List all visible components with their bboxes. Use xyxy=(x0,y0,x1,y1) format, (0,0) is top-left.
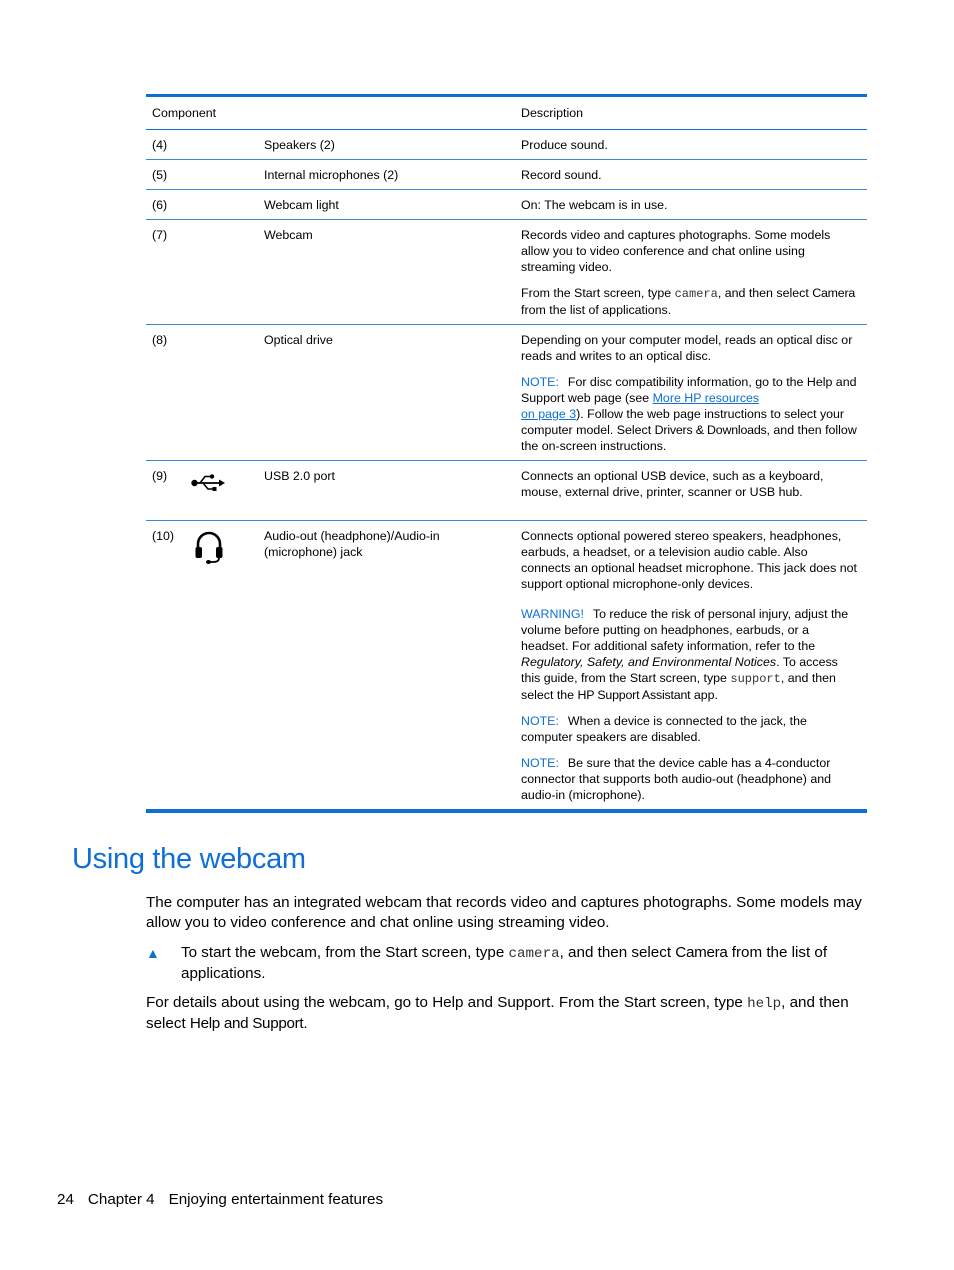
chapter-number: Chapter 4 xyxy=(87,1191,155,1208)
table-row xyxy=(146,190,867,220)
code-support: support xyxy=(730,672,781,686)
text-run: , and then follow the on-screen instructions. xyxy=(521,423,857,453)
text-run: To start the webcam, from the Start screen, type xyxy=(181,944,509,961)
row-icon-cell xyxy=(186,325,258,461)
table-row xyxy=(146,130,867,160)
row-icon-cell xyxy=(186,190,258,220)
row-description xyxy=(515,521,867,810)
desc-paragraph xyxy=(521,285,859,318)
ui-label-camera: Camera xyxy=(675,944,728,961)
row-number: (7) xyxy=(146,220,186,325)
row-component: Speakers (2) xyxy=(258,130,515,160)
component-table xyxy=(146,94,867,813)
text-run: from the list of applications. xyxy=(181,944,828,982)
text-run: . xyxy=(303,1015,308,1032)
chapter-title: Enjoying entertainment features xyxy=(168,1191,384,1208)
text-run: , and then select xyxy=(717,286,813,300)
text-run: , and then select xyxy=(559,944,676,961)
row-description xyxy=(515,220,867,325)
table-row xyxy=(146,160,867,190)
page-footer xyxy=(57,1191,397,1208)
row-component: USB 2.0 port xyxy=(258,461,515,521)
row-description: Produce sound. xyxy=(515,130,867,160)
desc-paragraph: Records video and captures photographs. Some models allow you to video conference and chat online using streaming video. xyxy=(521,228,831,274)
page-number: 24 xyxy=(57,1191,74,1208)
ui-label-help-and-support: Help and Support xyxy=(189,1015,304,1032)
row-icon-cell xyxy=(186,130,258,160)
row-component: Webcam xyxy=(258,220,515,325)
row-icon-cell xyxy=(186,521,258,810)
note xyxy=(521,374,859,454)
desc-paragraph: Depending on your computer model, reads an optical disc or reads and writes to an optical disc. xyxy=(521,333,853,363)
note-label: NOTE: xyxy=(521,375,559,389)
note xyxy=(521,755,859,803)
text-run: app. xyxy=(690,688,718,702)
row-component: Audio-out (headphone)/Audio-in (microphone) jack xyxy=(264,529,440,559)
bullet-text xyxy=(181,943,870,984)
row-component: Optical drive xyxy=(258,325,515,461)
row-number: (4) xyxy=(146,130,186,160)
header-component: Component xyxy=(146,97,515,130)
note-label: NOTE: xyxy=(521,756,559,770)
headset-icon xyxy=(193,529,225,565)
table-header-row xyxy=(146,97,867,130)
warning-label: WARNING! xyxy=(521,607,584,621)
ui-label-camera: Camera xyxy=(812,286,856,300)
intro-paragraph: The computer has an integrated webcam that records video and captures photographs. Some models may allow you to video conference and chat online using streaming video. xyxy=(146,894,862,931)
code-camera: camera xyxy=(674,287,718,301)
bullet-step xyxy=(146,943,870,984)
row-component: Webcam light xyxy=(258,190,515,220)
note xyxy=(521,713,859,745)
header-description: Description xyxy=(515,97,867,130)
text-run: To reduce the risk of personal injury, adjust the volume before putting on headphones, earbuds, or a headset. For additional safety information, refer to the xyxy=(521,607,849,653)
text-run: For details about using the webcam, go to Help and Support. From the Start screen, type xyxy=(146,994,748,1011)
usb-icon xyxy=(190,473,226,493)
row-number: (9) xyxy=(146,461,186,521)
text-run: Be sure that the device cable has a 4-conductor connector that supports both audio-out (headphone) and audio-in (microphone). xyxy=(521,756,832,802)
row-icon-cell xyxy=(186,220,258,325)
text-run: ). Follow the web page instructions to select your computer model. Select xyxy=(521,407,845,437)
row-description xyxy=(515,325,867,461)
document-title: Regulatory, Safety, and Environmental Notices xyxy=(521,655,777,669)
table-bottom-rule xyxy=(146,809,867,813)
row-icon-cell xyxy=(186,461,258,521)
text-run: . To access this guide, from the Start screen, type xyxy=(521,655,838,685)
section-title: Using the webcam xyxy=(72,843,306,875)
text-run: , and then select the xyxy=(521,671,836,702)
warning xyxy=(521,606,859,703)
code-help: help xyxy=(747,996,782,1012)
row-number: (10) xyxy=(152,529,175,543)
row-description: On: The webcam is in use. xyxy=(515,190,867,220)
text-run: When a device is connected to the jack, the computer speakers are disabled. xyxy=(521,714,807,744)
code-camera: camera xyxy=(508,946,560,962)
link-on-page-3[interactable]: on page 3 xyxy=(521,407,577,421)
link-more-hp-resources[interactable]: More HP resources xyxy=(652,391,760,405)
table-row xyxy=(146,521,867,810)
row-icon-cell xyxy=(186,160,258,190)
row-number: (6) xyxy=(146,190,186,220)
desc-paragraph: Connects optional powered stereo speakers, headphones, earbuds, a headset, or a television audio cable. Also connects an optional headset microphone. This jack does not support optional microphone-only devices. xyxy=(521,529,857,591)
ui-label-drivers-downloads: Drivers & Downloads xyxy=(654,423,767,437)
ui-label-hp-support-assistant: HP Support Assistant xyxy=(577,688,691,702)
text-run: For disc compatibility information, go to the Help and Support web page (see xyxy=(521,375,857,405)
text-run: From the Start screen, type xyxy=(521,286,675,300)
row-number: (8) xyxy=(146,325,186,461)
row-description: Connects an optional USB device, such as a keyboard, mouse, external drive, printer, scanner or USB hub. xyxy=(515,461,867,521)
details-paragraph xyxy=(146,993,870,1034)
text-run: from the list of applications. xyxy=(521,303,672,317)
row-description: Record sound. xyxy=(515,160,867,190)
triangle-bullet-icon: ▲ xyxy=(146,945,160,961)
table-row xyxy=(146,220,867,325)
note-label: NOTE: xyxy=(521,714,559,728)
table-row xyxy=(146,461,867,521)
row-component: Internal microphones (2) xyxy=(258,160,515,190)
text-run: , and then select xyxy=(146,994,849,1032)
table-row xyxy=(146,325,867,461)
row-number: (5) xyxy=(146,160,186,190)
